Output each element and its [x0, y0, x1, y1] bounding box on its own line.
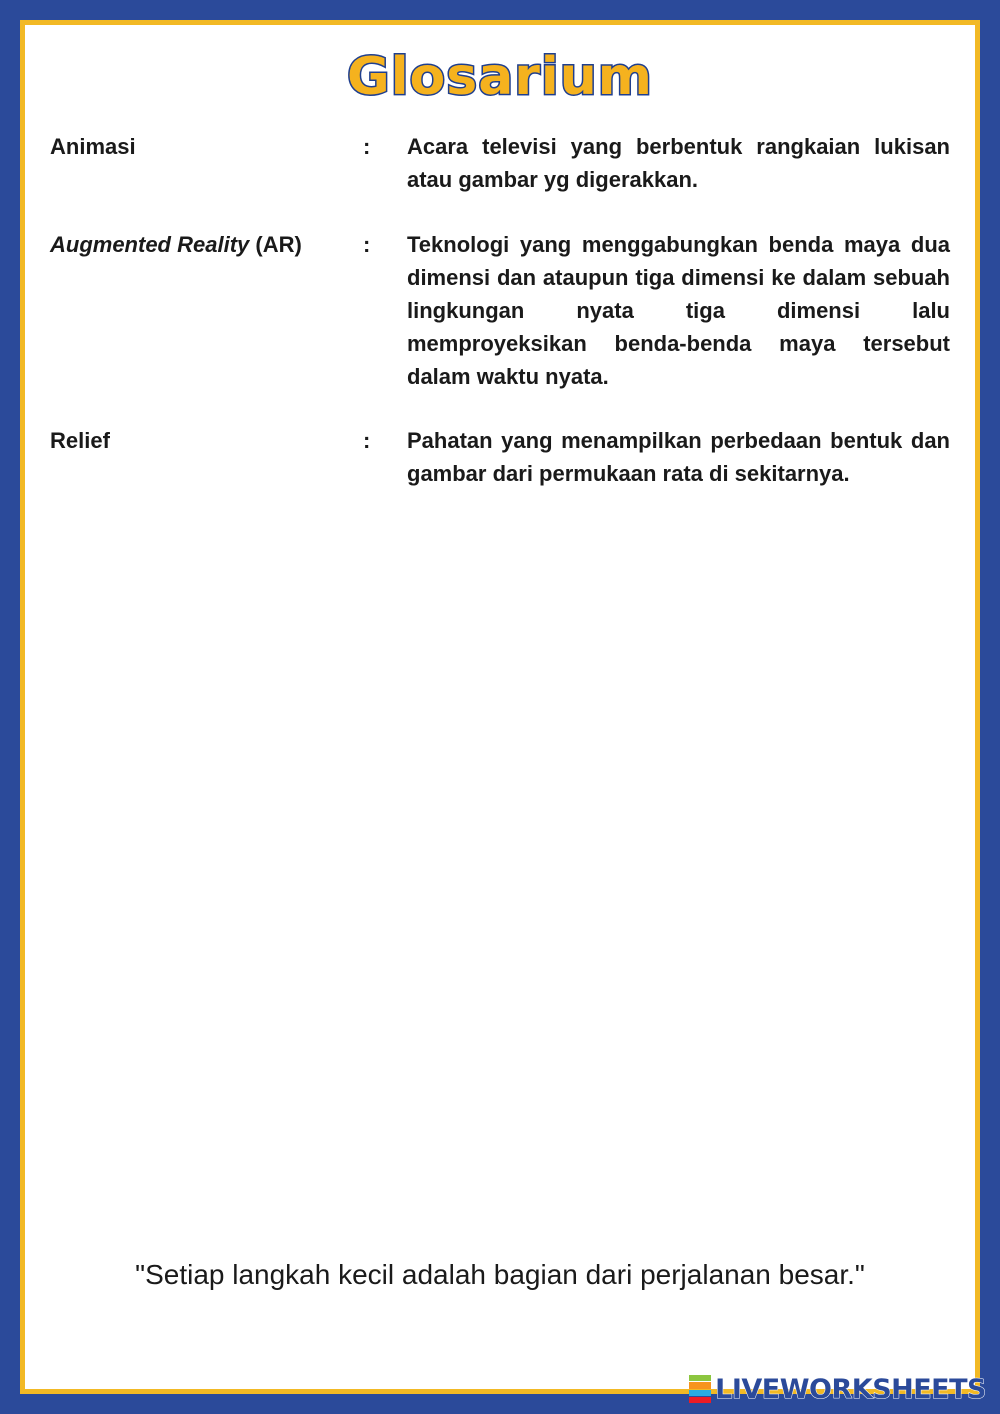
term-plain: (AR) [249, 232, 302, 257]
term-colon: : [363, 428, 371, 453]
page-frame [20, 20, 980, 1394]
glossary-term [50, 228, 360, 261]
watermark-text: LIVEWORKSHEETS [715, 1373, 986, 1405]
glossary-term [50, 424, 360, 457]
term-colon: : [363, 134, 371, 159]
term-colon: : [363, 232, 371, 257]
page-title: Glosarium [347, 47, 653, 107]
glossary-definition: Acara televisi yang berbentuk rangkaian lukisan atau gambar yg digerakkan. [407, 134, 950, 192]
logo-bar [689, 1375, 711, 1381]
logo-bar [689, 1390, 711, 1396]
motivational-quote: "Setiap langkah kecil adalah bagian dari perjalanan besar." [135, 1259, 865, 1290]
glossary-definition: Teknologi yang menggabungkan benda maya dua dimensi dan ataupun tiga dimensi ke dalam sebuah lingkungan nyata tiga dimensi lalu memproyeksikan benda-benda maya tersebut dalam waktu nyata. [407, 232, 950, 389]
glossary-definition: Pahatan yang menampilkan perbedaan bentuk dan gambar dari permukaan rata di sekitarnya. [407, 428, 950, 486]
term-plain: Animasi [50, 134, 136, 159]
liveworksheets-logo-icon [689, 1375, 711, 1403]
glossary-term [50, 130, 360, 163]
term-italic: Augmented Reality [50, 232, 250, 257]
logo-bar [689, 1397, 711, 1403]
watermark [689, 1372, 986, 1406]
logo-bar [689, 1382, 711, 1388]
term-plain: Relief [50, 428, 110, 453]
